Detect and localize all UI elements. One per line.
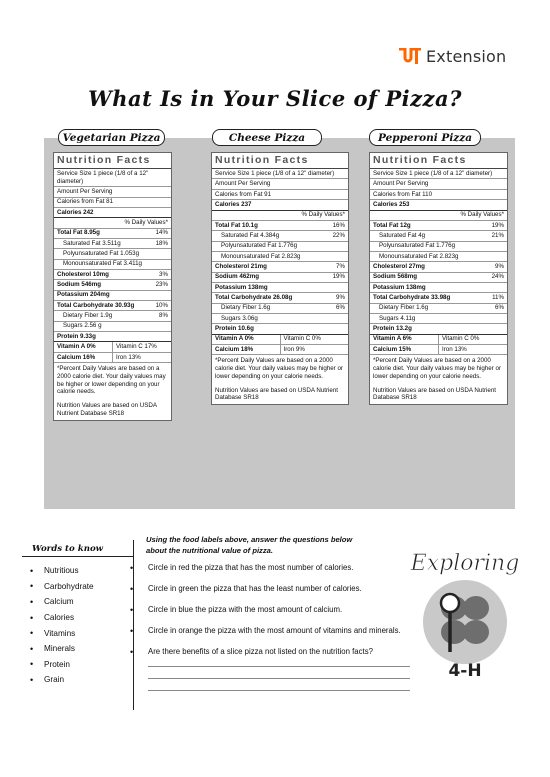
question-item: • Circle in green the pizza that has the least number of calories. <box>130 583 410 595</box>
sugars <box>54 322 171 332</box>
word-item: • Calories <box>30 610 133 626</box>
iron: Iron 13% <box>112 353 171 362</box>
footnote: *Percent Daily Values are based on a 2000 calorie diet. Your daily values may be higher or lower depending on your calorie needs. <box>57 365 166 396</box>
monounsaturated-fat-text: Monounsaturated Fat 2.823g <box>221 252 301 260</box>
serving-size-text: Service Size 1 piece (1/8 of a 12" diameter) <box>57 169 149 185</box>
cholesterol <box>54 270 171 280</box>
question-list <box>130 562 410 658</box>
dietary-fiber-dv: 8% <box>159 312 168 320</box>
polyunsaturated-fat-text: Polyunsaturated Fat 1.776g <box>221 242 298 250</box>
total-carbohydrate-text: Total Carbohydrate 26.08g <box>215 294 293 302</box>
calories-text: Calories 237 <box>215 200 252 208</box>
data-source: Nutrition Values are based on USDA Nutrient Database SR18 <box>373 386 497 402</box>
total-fat-dv: 14% <box>155 229 168 237</box>
daily-values-header-text: % Daily Values* <box>124 219 168 227</box>
total-fat <box>212 221 348 231</box>
total-fat <box>54 229 171 239</box>
question-item: • Circle in blue the pizza with the most amount of calcium. <box>130 604 410 616</box>
serving-size <box>54 169 171 187</box>
potassium <box>370 283 507 293</box>
amount-per-serving <box>370 179 507 189</box>
total-fat <box>370 221 507 231</box>
dietary-fiber-text: Dietary Fiber 1.9g <box>63 312 113 320</box>
intro-line-1: Using the food labels above, answer the questions below <box>146 535 353 544</box>
word-item: • Calcium <box>30 594 133 610</box>
calories-from-fat <box>370 190 507 200</box>
vitamin-a: Vitamin A 0% <box>215 335 254 343</box>
iron: Iron 13% <box>438 345 507 354</box>
dietary-fiber-dv: 6% <box>495 304 504 312</box>
cholesterol-text: Cholesterol 10mg <box>57 270 109 278</box>
questions-intro <box>146 534 352 556</box>
daily-values-header-text: % Daily Values* <box>301 211 345 219</box>
cholesterol-dv: 9% <box>495 263 504 271</box>
label-title: Nutrition Facts <box>54 153 171 169</box>
vitamins-row <box>54 342 171 352</box>
serving-size-text: Service Size 1 piece (1/8 of a 12" diameter) <box>215 169 335 177</box>
word-item: • Vitamins <box>30 625 133 641</box>
monounsaturated-fat <box>212 252 348 262</box>
protein <box>370 324 507 334</box>
total-fat-text: Total Fat 8.95g <box>57 229 100 237</box>
minerals-row <box>54 353 171 363</box>
sodium <box>370 273 507 283</box>
calories-from-fat <box>54 198 171 208</box>
vitamin-a: Vitamin A 0% <box>57 343 96 351</box>
iron: Iron 9% <box>280 345 349 354</box>
potassium-text: Potassium 204mg <box>57 291 110 299</box>
sodium-dv: 19% <box>332 273 345 281</box>
vitamins-row <box>370 335 507 345</box>
amount-per-serving-text: Amount Per Serving <box>215 180 271 188</box>
serving-size-text: Service Size 1 piece (1/8 of a 12" diameter) <box>373 169 493 177</box>
protein-text: Protein 10.6g <box>215 325 254 333</box>
sugars <box>370 314 507 324</box>
potassium-text: Potassium 138mg <box>373 283 426 291</box>
daily-values-header <box>370 211 507 221</box>
total-fat-text: Total Fat 10.1g <box>215 221 258 229</box>
total-fat-dv: 19% <box>491 221 504 229</box>
total-carbohydrate <box>370 293 507 303</box>
calories-text: Calories 253 <box>373 200 410 208</box>
badge-title: Exploring <box>410 551 520 576</box>
polyunsaturated-fat <box>370 242 507 252</box>
total-carbohydrate-dv: 9% <box>336 294 345 302</box>
total-carbohydrate <box>54 301 171 311</box>
dietary-fiber <box>212 304 348 314</box>
nutrition-label <box>369 152 508 405</box>
daily-values-header-text: % Daily Values* <box>460 211 504 219</box>
badge-subtitle: 4-H <box>448 661 482 681</box>
calories-from-fat-text: Calories from Fat 91 <box>215 190 272 198</box>
protein-text: Protein 13.2g <box>373 325 412 333</box>
daily-values-header <box>212 211 348 221</box>
saturated-fat-dv: 18% <box>155 239 168 247</box>
monounsaturated-fat-text: Monounsaturated Fat 2.823g <box>379 252 459 260</box>
cholesterol-text: Cholesterol 21mg <box>215 263 267 271</box>
dietary-fiber-dv: 6% <box>336 304 345 312</box>
calcium: Calcium 16% <box>57 353 96 361</box>
saturated-fat-text: Saturated Fat 3.511g <box>63 239 121 247</box>
sodium-text: Sodium 462mg <box>215 273 260 281</box>
dietary-fiber-text: Dietary Fiber 1.6g <box>221 304 271 312</box>
minerals-row <box>212 345 348 355</box>
dietary-fiber <box>54 311 171 321</box>
intro-line-2: about the nutritional value of pizza. <box>146 546 273 555</box>
total-carbohydrate-dv: 11% <box>492 294 504 302</box>
exploring-4h-badge <box>410 548 520 688</box>
potassium <box>54 291 171 301</box>
words-list <box>22 557 133 688</box>
cholesterol <box>370 262 507 272</box>
vitamins-row <box>212 335 348 345</box>
pizza-title-cheese: Cheese Pizza <box>212 129 322 146</box>
vitamin-c: Vitamin C 0% <box>438 335 507 344</box>
total-carbohydrate-text: Total Carbohydrate 33.98g <box>373 294 451 302</box>
page-title: What Is in Your Slice of Pizza? <box>88 86 462 111</box>
polyunsaturated-fat-text: Polyunsaturated Fat 1.053g <box>63 250 140 258</box>
sodium-text: Sodium 546mg <box>57 281 102 289</box>
total-carbohydrate-text: Total Carbohydrate 30.93g <box>57 301 135 309</box>
amount-per-serving <box>54 187 171 197</box>
total-fat-dv: 16% <box>332 221 345 229</box>
amount-per-serving-text: Amount Per Serving <box>57 188 113 196</box>
label-title: Nutrition Facts <box>212 153 348 169</box>
data-source: Nutrition Values are based on USDA Nutrient Database SR18 <box>215 386 339 402</box>
sugars <box>212 314 348 324</box>
question-item: • Are there benefits of a slice pizza not listed on the nutrition facts? <box>130 646 410 658</box>
total-carbohydrate-dv: 10% <box>155 301 168 309</box>
monounsaturated-fat <box>370 252 507 262</box>
vitamin-c: Vitamin C 0% <box>280 335 349 344</box>
amount-per-serving <box>212 179 348 189</box>
saturated-fat <box>54 239 171 249</box>
pizza-title-vegetarian: Vegetarian Pizza <box>58 129 165 146</box>
badge-circle <box>423 580 507 664</box>
word-item: • Grain <box>30 672 133 688</box>
nutrition-label <box>211 152 349 405</box>
total-fat-text: Total Fat 12g <box>373 221 411 229</box>
saturated-fat-text: Saturated Fat 4.384g <box>221 231 280 239</box>
sodium <box>212 273 348 283</box>
cholesterol-dv: 3% <box>159 270 168 278</box>
amount-per-serving-text: Amount Per Serving <box>373 180 429 188</box>
minerals-row <box>370 345 507 355</box>
nutrition-label <box>53 152 172 421</box>
daily-values-header <box>54 218 171 228</box>
serving-size <box>212 169 348 179</box>
calories-from-fat <box>212 190 348 200</box>
polyunsaturated-fat-text: Polyunsaturated Fat 1.776g <box>379 242 456 250</box>
saturated-fat-dv: 22% <box>332 231 345 239</box>
saturated-fat <box>212 231 348 241</box>
calories <box>212 200 348 210</box>
dietary-fiber-text: Dietary Fiber 1.6g <box>379 304 429 312</box>
serving-size <box>370 169 507 179</box>
calories-from-fat-text: Calories from Fat 81 <box>57 198 114 206</box>
calories <box>370 200 507 210</box>
calories <box>54 208 171 218</box>
answer-line[interactable] <box>148 690 410 691</box>
data-source: Nutrition Values are based on USDA Nutrient Database SR18 <box>57 402 157 417</box>
polyunsaturated-fat <box>212 242 348 252</box>
protein <box>212 324 348 334</box>
potassium <box>212 283 348 293</box>
label-title: Nutrition Facts <box>370 153 507 169</box>
sugars-text: Sugars 3.06g <box>221 314 258 322</box>
ut-logo-icon <box>398 48 422 65</box>
word-item: • Protein <box>30 657 133 673</box>
ut-extension-logo <box>398 47 506 66</box>
sodium <box>54 280 171 290</box>
vitamin-a: Vitamin A 6% <box>373 335 412 343</box>
cholesterol-text: Cholesterol 27mg <box>373 263 425 271</box>
calcium: Calcium 15% <box>373 345 412 353</box>
logo-text: Extension <box>426 47 507 66</box>
sodium-text: Sodium 568mg <box>373 273 418 281</box>
sodium-dv: 23% <box>155 281 168 289</box>
sugars-text: Sugars 4.11g <box>379 314 416 322</box>
protein <box>54 332 171 342</box>
word-item: • Minerals <box>30 641 133 657</box>
answer-line[interactable] <box>148 678 410 679</box>
footnote: *Percent Daily Values are based on a 2000 calorie diet. Your daily values may be higher or lower depending on your calorie needs. <box>373 357 501 380</box>
pizza-title-pepperoni: Pepperoni Pizza <box>369 129 481 146</box>
monounsaturated-fat-text: Monounsaturated Fat 3.411g <box>63 260 143 268</box>
protein-text: Protein 9.33g <box>57 332 96 340</box>
monounsaturated-fat <box>54 260 171 270</box>
answer-line[interactable] <box>148 666 410 667</box>
saturated-fat <box>370 231 507 241</box>
footnote: *Percent Daily Values are based on a 2000 calorie diet. Your daily values may be higher or lower depending on your calorie needs. <box>215 357 343 380</box>
word-item: • Nutritious <box>30 563 133 579</box>
potassium-text: Potassium 138mg <box>215 283 268 291</box>
calories-text: Calories 242 <box>57 208 94 216</box>
saturated-fat-text: Saturated Fat 4g <box>379 231 426 239</box>
words-to-know-box <box>22 540 134 710</box>
saturated-fat-dv: 21% <box>491 231 504 239</box>
cholesterol-dv: 7% <box>336 263 345 271</box>
words-to-know-title: Words to know <box>22 540 133 557</box>
question-item: • Circle in red the pizza that has the most number of calories. <box>130 562 410 574</box>
sodium-dv: 24% <box>491 273 504 281</box>
vitamin-c: Vitamin C 17% <box>112 342 171 351</box>
polyunsaturated-fat <box>54 249 171 259</box>
calcium: Calcium 18% <box>215 345 254 353</box>
calories-from-fat-text: Calories from Fat 110 <box>373 190 433 198</box>
cholesterol <box>212 262 348 272</box>
total-carbohydrate <box>212 293 348 303</box>
answer-lines <box>130 666 410 691</box>
sugars-text: Sugars 2.56 g <box>63 322 102 330</box>
word-item: • Carbohydrate <box>30 579 133 595</box>
question-item: • Circle in orange the pizza with the most amount of vitamins and minerals. <box>130 625 410 637</box>
dietary-fiber <box>370 304 507 314</box>
